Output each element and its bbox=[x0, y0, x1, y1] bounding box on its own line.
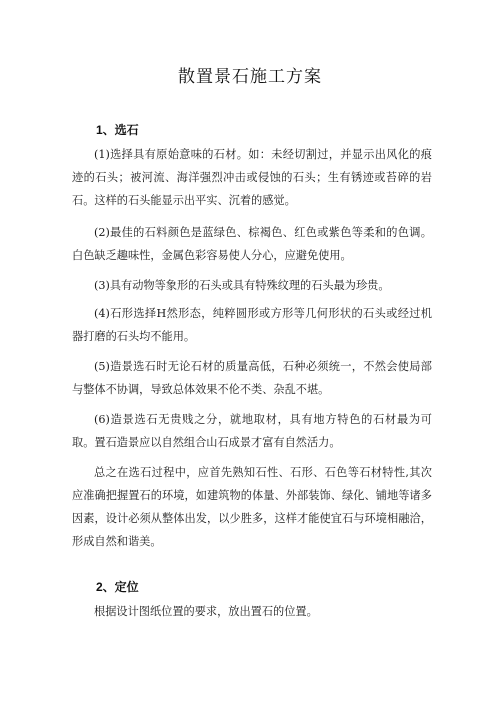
paragraph-6: (6)造景选石无贵贱之分，就地取材，具有地方特色的石材最为可取。置石造景应以自然组合山石成景才富有自然活力。 bbox=[72, 413, 432, 449]
paragraph-7: 总之在选石过程中，应首先熟知石性、石形、石色等石材特性,其次应准确把握置石的环境，如建筑物的体量、外部装饰、绿化、铺地等诸多因素，设计必须从整体出发，以少胜多，这样才能使宜石与环境相融洽，形成自然和谐美。 bbox=[72, 466, 432, 548]
paragraph-2: (2)最佳的石料颜色是蓝绿色、棕褐色、红色或紫色等柔和的色调。白色缺乏趣味性，金属色彩容易使人分心，应避免使用。 bbox=[72, 226, 432, 262]
paragraph-5: (5)造景选石时无论石材的质量高低，石种必须统一，不然会使局部与整体不协调，导致总体效果不伦不类、杂乱不堪。 bbox=[72, 360, 432, 396]
section-heading-positioning: 2、定位 bbox=[96, 580, 139, 594]
paragraph-1: (1)选择具有原始意味的石材。如：未经切割过，并显示出风化的痕迹的石头；被河流、海洋强烈冲击或侵蚀的石头；生有锈迹或苔碎的岩石。这样的石头能显示出平实、沉着的感觉。 bbox=[72, 148, 432, 207]
document-title: 散置景石施工方案 bbox=[178, 67, 322, 87]
paragraph-4: (4)石形选择H然形态，纯粹圆形或方形等几何形状的石头或经过机器打磨的石头均不能用。 bbox=[72, 307, 432, 343]
section-heading-select-stone: 1、选石 bbox=[96, 123, 139, 137]
paragraph-8: 根据设计图纸位置的要求，放出置石的位置。 bbox=[94, 605, 318, 618]
paragraph-3: (3)具有动物等象形的石头或具有特殊纹理的石头最为珍贵。 bbox=[94, 279, 390, 292]
